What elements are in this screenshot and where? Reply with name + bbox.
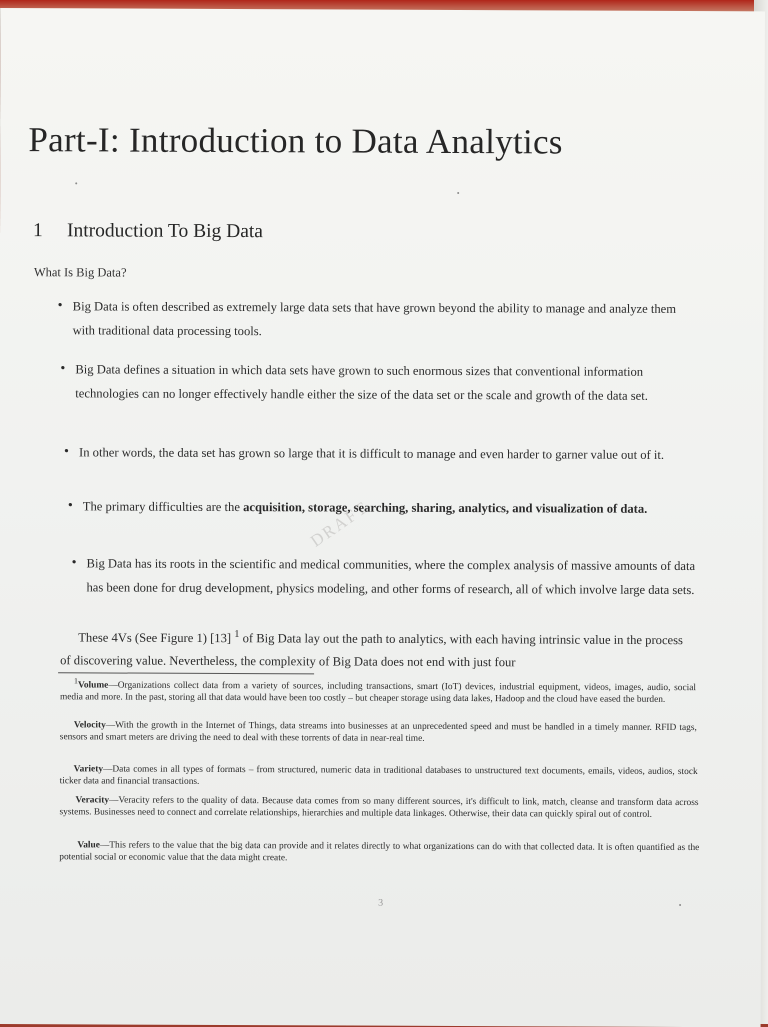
bullet-item bbox=[60, 357, 695, 408]
footnote-text: —Organizations collect data from a variety of sources, including transactions, smart (IoT) devices, industrial equipment, videos, images, audio, social media and more. In the past, storing all that data would have been too costly – but cheaper storage using data lakes, Hadoop and the cloud have eased the burden. bbox=[59, 680, 697, 705]
bullet-text: Big Data defines a situation in which data sets have grown to such enormous sizes that conventional information technologies can no longer effectively handle either the size of the data set or the scale and growth of the data set. bbox=[75, 362, 648, 403]
page-title: Part-I: Introduction to Data Analytics bbox=[28, 120, 563, 162]
bullet-text: In other words, the data set has grown so large that it is difficult to manage and even harder to garner value out of it. bbox=[79, 445, 665, 462]
footnote-volume bbox=[60, 675, 696, 706]
bullet-dot: • bbox=[71, 555, 77, 571]
bullet-item bbox=[57, 294, 695, 345]
paragraph-text-a: These 4Vs (See Figure 1) [13] bbox=[78, 630, 235, 646]
bullet-text: Big Data is often described as extremely large data sets that have grown beyond the ability to manage and analyze them with traditional data processing tools. bbox=[72, 299, 677, 339]
footnote-term: Value bbox=[77, 840, 100, 851]
footnote-mark: 1 bbox=[74, 676, 79, 686]
footnote-term: Variety bbox=[73, 764, 104, 775]
paragraph-text-b: of Big Data lay out the path to analytics, with each having intrinsic value in the process of discovering value. Nevertheless, the complexity of Big Data does not end with just four bbox=[60, 631, 683, 670]
bullet-dot: • bbox=[57, 298, 63, 314]
bullet-item bbox=[71, 551, 696, 602]
bullet-dot: • bbox=[64, 444, 70, 460]
body-paragraph bbox=[60, 622, 696, 675]
bullet-dot: • bbox=[60, 361, 66, 377]
footnote-term: Volume bbox=[77, 680, 109, 691]
bullet-text-prefix: The primary difficulties are the bbox=[82, 499, 244, 515]
document-page bbox=[0, 8, 765, 1027]
paper-speck bbox=[679, 904, 681, 906]
section-number: 1 bbox=[32, 220, 43, 242]
bullet-text: Big Data has its roots in the scientific and medical communities, where the complex analysis of massive amounts of data has been done for drug development, physics modeling, and other forms of research, all of which involve large data sets. bbox=[86, 556, 696, 598]
footnote-variety bbox=[60, 764, 698, 790]
bullet-item bbox=[67, 494, 695, 521]
page-number: 3 bbox=[378, 897, 384, 909]
footnote-veracity bbox=[59, 795, 698, 821]
footnote-text: —Veracity refers to the quality of data. Because data comes from so many different sources, it's difficult to link, match, cleanse and transform data across systems. Businesses need to connect and correlate relationships, hierarchies and multiple data linkages. Otherwise, their data can quickly spiral out of control. bbox=[59, 795, 699, 820]
footnote-value bbox=[59, 840, 699, 866]
draft-watermark: DRAFT bbox=[306, 497, 372, 551]
paper-speck bbox=[75, 182, 77, 184]
footnote-text: —With the growth in the Internet of Things, data streams into businesses at an unprecedented speed and must be handled in a timely manner. RFID tags, sensors and smart meters are driving the need to deal with these torrents of data in near-real time. bbox=[59, 720, 697, 744]
bullet-text-bold: acquisition, storage, searching, sharing, analytics, and visualization of data. bbox=[243, 500, 648, 516]
paper-speck bbox=[457, 192, 459, 194]
section-heading bbox=[33, 220, 263, 243]
bullet-item bbox=[64, 440, 695, 467]
footnote-ref: 1 bbox=[234, 629, 240, 641]
footnote-term: Velocity bbox=[73, 720, 106, 731]
bullet-dot: • bbox=[67, 498, 73, 514]
footnote-divider bbox=[58, 672, 314, 674]
section-title: Introduction To Big Data bbox=[66, 220, 264, 243]
footnote-term: Veracity bbox=[75, 795, 110, 806]
footnote-text: —Data comes in all types of formats – from structured, numeric data in traditional databases to unstructured text documents, emails, videos, audios, stock ticker data and financial transactions. bbox=[59, 764, 698, 787]
footnote-velocity bbox=[60, 720, 697, 746]
footnote-text: —This refers to the value that the big data can provide and it relates directly to what organizations can do with that collected data. It is often quantified as the potential social or economic value that the data might create. bbox=[59, 840, 700, 863]
lead-question: What Is Big Data? bbox=[33, 265, 127, 280]
